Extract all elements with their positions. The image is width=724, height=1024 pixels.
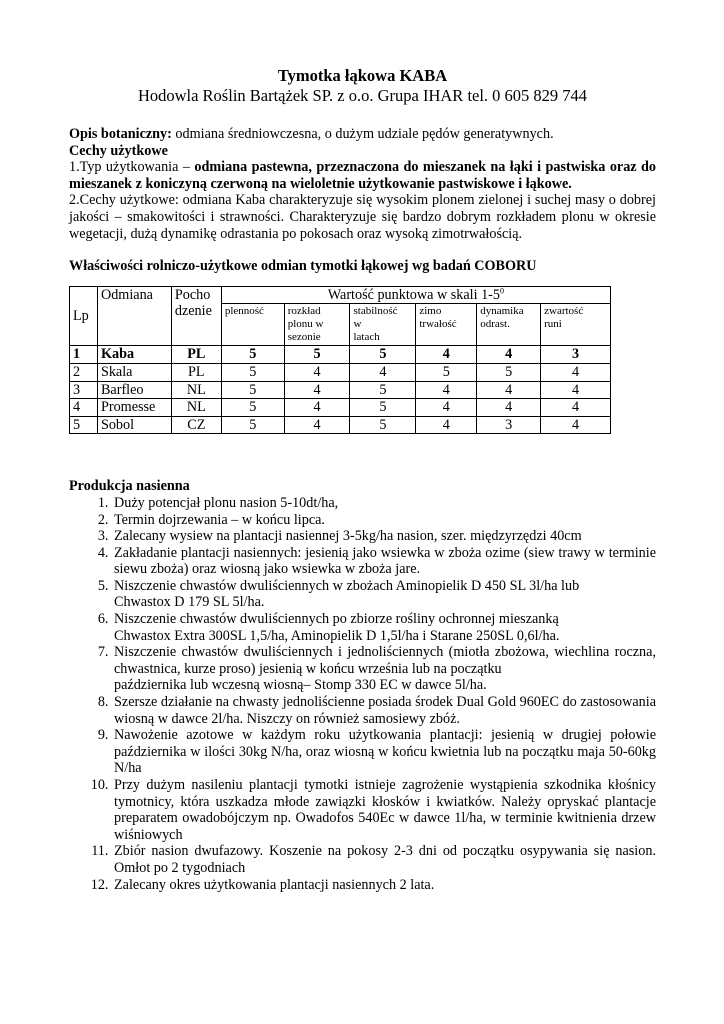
item-5-line-2: Chwastox D 179 SL 5l/ha. — [114, 594, 265, 611]
cell-dynamika: 4 — [477, 399, 541, 417]
item-6-line-2: Chwastox Extra 300SL 1,5/ha, Aminopielik D 1,5l/ha i Starane 250SL 0,6l/ha. — [114, 627, 560, 644]
subheader-stabilnosc — [350, 304, 416, 346]
zimo-line-1: zimo — [419, 305, 442, 318]
list-item: 2. Termin dojrzewania – w końcu lipca. — [112, 512, 656, 529]
feature-1-prefix: 1.Typ użytkowania – — [69, 159, 195, 176]
header-pochodzenie — [171, 286, 221, 346]
list-item: 3. Zalecany wysiew na plantacji nasiennej 3-5kg/ha nasion, szer. międzyrzędzi 40cm — [112, 528, 656, 545]
cell-variety: Sobol — [97, 416, 171, 434]
list-item — [112, 611, 656, 644]
production-heading: Produkcja nasienna — [69, 478, 190, 495]
list-item — [112, 578, 656, 611]
cell-dynamika: 5 — [477, 363, 541, 381]
table-row — [70, 363, 611, 381]
cell-origin: PL — [171, 346, 221, 364]
header-wartosc-sup: 0 — [500, 286, 505, 296]
cell-rozklad: 4 — [284, 363, 350, 381]
production-list — [69, 495, 656, 893]
cell-plennosc: 5 — [221, 399, 284, 417]
cell-variety: Skala — [97, 363, 171, 381]
cell-stabilnosc: 5 — [350, 416, 416, 434]
cell-zwartosc: 4 — [541, 363, 611, 381]
header-pocho: Pocho — [174, 286, 211, 303]
document-page — [69, 66, 656, 893]
dyn-line-1: dynamika — [480, 305, 524, 318]
dyn-line-2: odrast. — [480, 318, 510, 331]
cell-lp: 3 — [70, 381, 98, 399]
zimo-line-2: trwałość — [419, 318, 457, 331]
cell-variety: Promesse — [97, 399, 171, 417]
cell-plennosc: 5 — [221, 381, 284, 399]
cell-zwartosc: 4 — [541, 381, 611, 399]
list-item — [112, 644, 656, 694]
document-title: Tymotka łąkowa KABA — [277, 66, 448, 85]
cell-lp: 4 — [70, 399, 98, 417]
cell-plennosc: 5 — [221, 346, 284, 364]
list-item: 12. Zalecany okres użytkowania plantacji nasiennych 2 lata. — [112, 877, 656, 894]
cell-lp: 5 — [70, 416, 98, 434]
botanical-text: odmiana średniowczesna, o dużym udziale pędów generatywnych. — [171, 126, 554, 142]
cell-dynamika: 4 — [477, 381, 541, 399]
cell-zimotrwalosc: 4 — [416, 346, 477, 364]
cell-zwartosc: 4 — [541, 416, 611, 434]
cell-lp: 2 — [70, 363, 98, 381]
subheader-plennosc: plenność — [221, 304, 284, 346]
table-header-row — [70, 286, 611, 304]
feature-2: 2.Cechy użytkowe: odmiana Kaba charakteryzuje się wysokim plonem zielonej i suchej masy o dobrej jakości – smakowitości i strawności. Charakteryzuje się bardzo dobrym rozkładem plonu w okresie wegetacji, dużą dynamikę odrastania po pokosach oraz wysoką zimotrwałością. — [69, 192, 656, 242]
cell-zwartosc: 4 — [541, 399, 611, 417]
document-subtitle: Hodowla Roślin Bartążek SP. z o.o. Grupa IHAR tel. 0 605 829 744 — [137, 86, 588, 105]
cell-stabilnosc: 4 — [350, 363, 416, 381]
cell-plennosc: 5 — [221, 416, 284, 434]
cell-stabilnosc: 5 — [350, 381, 416, 399]
list-item: 11. Zbiór nasion dwufazowy. Koszenie na pokosy 2-3 dni od początku osypywania się nasion. Omłot po 2 tygodniach — [112, 843, 656, 876]
cell-stabilnosc: 5 — [350, 346, 416, 364]
rozklad-line-3: sezonie — [287, 331, 321, 344]
cell-origin: PL — [171, 363, 221, 381]
botanical-label: Opis botaniczny: — [69, 126, 172, 142]
cell-zimotrwalosc: 4 — [416, 381, 477, 399]
header-wartosc-text: Wartość punktowa w skali 1-5 — [327, 286, 501, 303]
list-item: 8. Szersze działanie na chwasty jednoliścienne posiada środek Dual Gold 960EC do zastosowania wiosną w dawce 2l/ha. Niszczy on również samosiewy zbóż. — [112, 694, 656, 727]
feature-1-bold: odmiana pastewna, przeznaczona do mieszanek na łąki i pastwiska oraz do mieszanek z koniczyną czerwoną na wieloletnie użytkowanie pastwiskowe i łąkowe. — [69, 159, 657, 192]
cell-rozklad: 4 — [284, 416, 350, 434]
list-item: 1. Duży potencjał plonu nasion 5-10dt/ha, — [112, 495, 656, 512]
cell-zimotrwalosc: 4 — [416, 399, 477, 417]
table-title: Właściwości rolniczo-użytkowe odmian tymotki łąkowej wg badań COBORU — [69, 258, 537, 275]
rozklad-line-2: plonu w — [287, 318, 324, 331]
subheader-dynamika — [477, 304, 541, 346]
item-5-line-1: 5. Niszczenie chwastów dwuliściennych w zbożach Aminopielik D 450 SL 3l/ha lub — [114, 577, 580, 594]
cell-lp: 1 — [70, 346, 98, 364]
cell-variety: Kaba — [97, 346, 171, 364]
header-wartosc — [221, 286, 610, 304]
cell-origin: NL — [171, 399, 221, 417]
table-row — [70, 381, 611, 399]
cell-stabilnosc: 5 — [350, 399, 416, 417]
cell-rozklad: 5 — [284, 346, 350, 364]
table-row — [70, 346, 611, 364]
item-7-line-1: Niszczenie chwastów dwuliściennych i jednoliściennych (miotła zbożowa, wiechlina roczna, chwastnica, kurze proso) jesienią w końcu września lub na początku — [114, 644, 656, 677]
table-row — [70, 416, 611, 434]
cell-rozklad: 4 — [284, 381, 350, 399]
features-heading: Cechy użytkowe — [69, 142, 168, 159]
stab-line-3: latach — [353, 331, 380, 344]
cell-origin: CZ — [171, 416, 221, 434]
cell-origin: NL — [171, 381, 221, 399]
cell-dynamika: 4 — [477, 346, 541, 364]
list-item: 9. Nawożenie azotowe w każdym roku użytkowania plantacji: jesienią w drugiej połowie października w ilości 30kg N/ha, oraz wiosną w końcu kwietnia lub na początku maja 50-60kg N/ha — [112, 727, 656, 777]
list-item: 10. Przy dużym nasileniu plantacji tymotki istnieje zagrożenie wystąpienia szkodnika kłośnicy tymotnicy, która uszkadza młode zawiązki kłosków i kwiatków. Należy opryskać plantacje preparatem owadobójczym np. Owadofos 540Ec w dawce 1l/ha, w terminie kwitnienia drzew wiśniowych — [112, 777, 656, 843]
cell-dynamika: 3 — [477, 416, 541, 434]
subheader-rozklad — [284, 304, 350, 346]
feature-1 — [69, 159, 656, 192]
cell-zimotrwalosc: 4 — [416, 416, 477, 434]
rozklad-line-1: rozkład — [287, 305, 321, 318]
botanical-description — [69, 126, 656, 143]
subheader-zimotrwalosc — [416, 304, 477, 346]
cell-zimotrwalosc: 5 — [416, 363, 477, 381]
subheader-zwartosc — [541, 304, 611, 346]
cell-plennosc: 5 — [221, 363, 284, 381]
list-item: 4. Zakładanie plantacji nasiennych: jesienią jako wsiewka w zboża ozime (siew trawy w terminie siewu zboża) oraz wiosną jako wsiewka w zboża jare. — [112, 545, 656, 578]
stab-line-1: stabilność — [353, 305, 398, 318]
zwart-line-1: zwartość — [544, 305, 584, 318]
header-dzenie: dzenie — [174, 303, 212, 320]
cell-rozklad: 4 — [284, 399, 350, 417]
variety-table — [69, 286, 611, 435]
zwart-line-2: runi — [544, 318, 562, 331]
cell-variety: Barfleo — [97, 381, 171, 399]
item-6-line-1: 6. Niszczenie chwastów dwuliściennych po zbiorze rośliny ochronnej mieszanką — [114, 611, 559, 628]
header-odmiana: Odmiana — [97, 286, 171, 346]
stab-line-2: w — [353, 318, 362, 331]
table-body — [70, 346, 611, 434]
header-lp: Lp — [70, 286, 98, 346]
item-7-line-2: października lub wczesną wiosną– Stomp 330 EC w dawce 5l/ha. — [114, 677, 487, 694]
table-row — [70, 399, 611, 417]
cell-zwartosc: 3 — [541, 346, 611, 364]
